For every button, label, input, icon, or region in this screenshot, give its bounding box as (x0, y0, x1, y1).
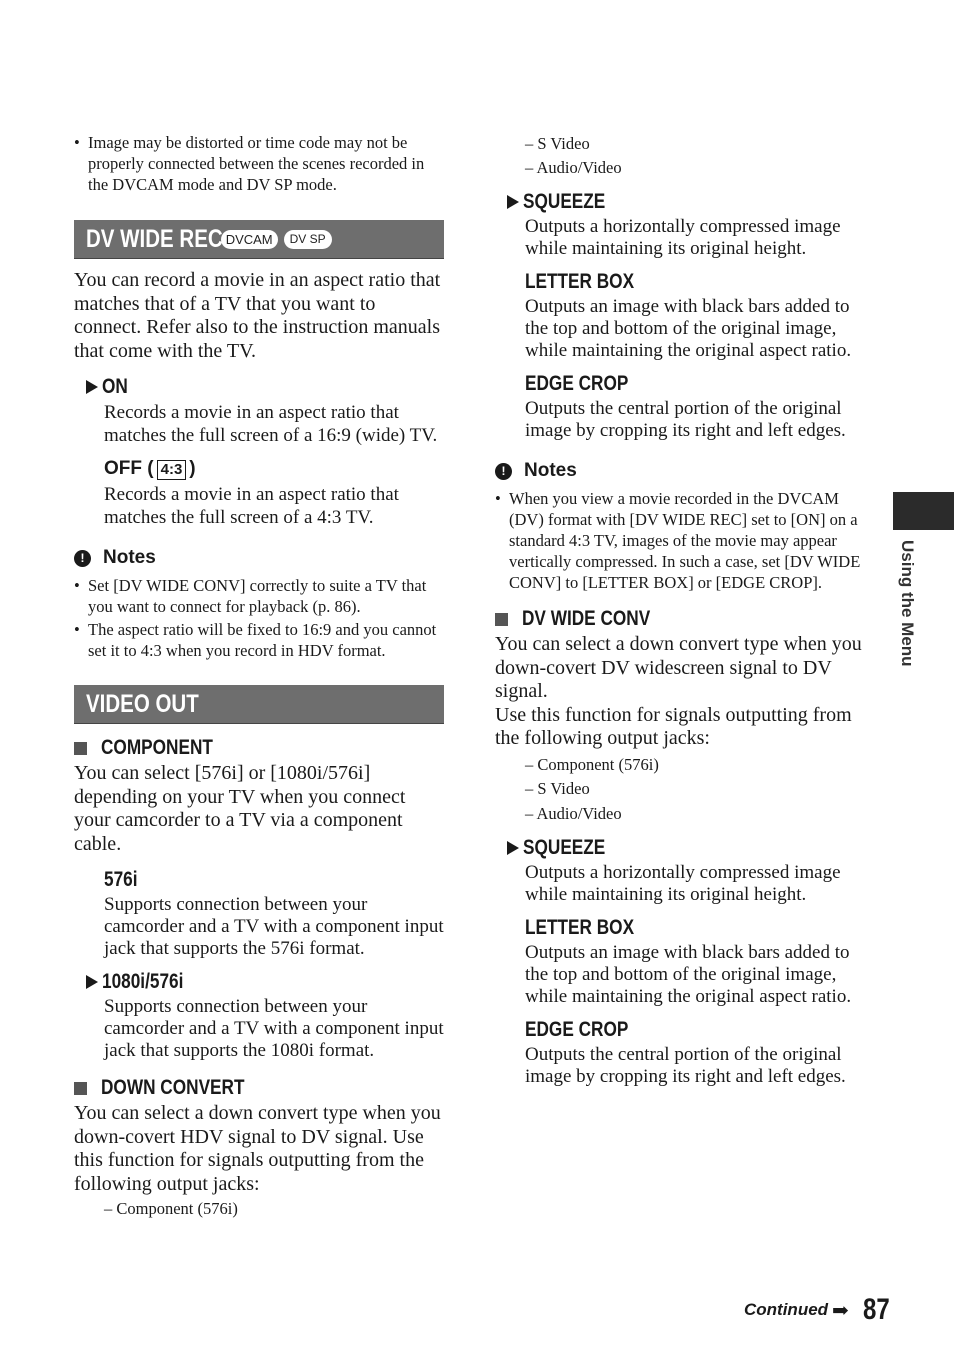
dv-wide-conv-heading: DV WIDE CONV (495, 605, 870, 633)
dv-wide-conv-description: You can select a down convert type when you down-covert DV widescreen signal to DV signal. (495, 633, 862, 702)
default-marker-icon (507, 195, 519, 209)
option-on-text: Records a movie in an aspect ratio that matches the full screen of a 16:9 (wide) TV. (104, 402, 438, 446)
dv-wide-rec-notes (74, 545, 444, 661)
default-marker-icon (507, 841, 519, 855)
dvcam-badge: DVCAM (221, 230, 278, 249)
jack-item: – S Video (525, 134, 590, 153)
ratio-4-3-icon: 4:3 (157, 460, 187, 480)
notes-list (74, 575, 444, 661)
section-square-icon (74, 742, 87, 755)
down-convert-option-edge-crop: EDGE CROP Outputs the central portion of the original image by cropping its right and left edges. (525, 372, 846, 441)
notes-heading: ! Notes (74, 545, 444, 571)
dv-sp-badge: DV SP (284, 230, 332, 249)
video-out-banner (74, 685, 444, 724)
jack-item: – Component (576i) (104, 1199, 238, 1218)
dv-wide-rec-option-off (74, 455, 444, 529)
dv-wide-rec-title: DV WIDE REC (86, 224, 223, 253)
jack-item: – Audio/Video (525, 803, 622, 823)
component-description: You can select [576i] or [1080i/576i] depending on your TV when you connect your camcorder to a TV via a component cable. (74, 762, 406, 855)
option-on-heading: ON (86, 373, 444, 401)
down-convert-option-squeeze: SQUEEZE Outputs a horizontally compressed image while maintaining its original height. (495, 188, 870, 260)
dv-wide-rec-banner (74, 220, 444, 259)
dv-wide-conv-section (495, 605, 870, 1088)
component-option-576i: 576i Supports connection between your camcorder and a TV with a component input jack that supports the 576i format. (104, 868, 444, 959)
component-option-1080i: 1080i/576i Supports connection between your camcorder and a TV with a component input jack that supports the 1080i format. (74, 968, 444, 1062)
component-heading: COMPONENT (74, 734, 444, 762)
dv-wide-rec-option-on (74, 373, 444, 447)
down-convert-heading: DOWN CONVERT (74, 1074, 444, 1102)
default-marker-icon (86, 380, 98, 394)
notes-heading: ! Notes (495, 458, 870, 484)
down-convert-option-letter-box: LETTER BOX Outputs an image with black bars added to the top and bottom of the original image, while maintaining the original aspect ratio. (525, 270, 852, 361)
down-convert-section (74, 1074, 444, 1219)
video-out-title: VIDEO OUT (86, 689, 199, 718)
left-column (74, 132, 444, 1219)
dv-wide-conv-description-2: Use this function for signals outputting from the following output jacks: (495, 703, 852, 749)
jack-item: – Audio/Video (525, 158, 622, 177)
default-marker-icon (86, 975, 98, 989)
note-item: • The aspect ratio will be fixed to 16:9 and you cannot set it to 4:3 when you record in HDV format. (74, 620, 437, 660)
jack-item: – Component (576i) (525, 754, 659, 774)
section-square-icon (495, 613, 508, 626)
right-column (495, 132, 870, 1088)
note-item: • Set [DV WIDE CONV] correctly to suite a TV that you want to connect for playback (p. 86). (74, 576, 427, 616)
right-notes (495, 458, 870, 593)
continued-label: Continued (744, 1300, 829, 1319)
arrow-right-icon: ➡ (832, 1299, 849, 1322)
down-convert-description: You can select a down convert type when you down-covert HDV signal to DV signal. Use this function for signals outputting from the following output jacks: (74, 1102, 441, 1195)
notes-list (495, 488, 870, 593)
dv-wide-conv-option-squeeze: SQUEEZE Outputs a horizontally compressed image while maintaining its original height. (495, 834, 870, 906)
sidebar-tab (893, 492, 954, 530)
sidebar-label: Using the Menu (898, 540, 917, 667)
intro-bullet: • Image may be distorted or time code may not be properly connected between the scenes recorded in the DVCAM mode and DV SP mode. (74, 133, 425, 194)
option-off-heading: OFF ( 4:3 ) (104, 458, 196, 479)
notes-icon: ! (74, 550, 91, 567)
dv-wide-rec-description: You can record a movie in an aspect ratio that matches that of a TV that you want to connect. Refer also to the instruction manuals that come with the TV. (74, 269, 441, 362)
intro-bullet-list (74, 132, 444, 195)
dv-wide-conv-option-edge-crop: EDGE CROP Outputs the central portion of the original image by cropping its right and left edges. (525, 1018, 846, 1087)
footer (744, 1290, 914, 1330)
section-square-icon (74, 1082, 87, 1095)
note-item: • When you view a movie recorded in the DVCAM (DV) format with [DV WIDE REC] set to [ON] on a standard 4:3 TV, images of the movie may appear vertically compressed. In such a case, set [DV WIDE CONV] to [LETTER BOX] or [EDGE CROP]. (495, 489, 861, 592)
option-off-text: Records a movie in an aspect ratio that matches the full screen of a 4:3 TV. (104, 484, 399, 528)
page-number: 87 (862, 1293, 890, 1326)
jack-item: – S Video (525, 779, 590, 798)
component-section (74, 734, 444, 1062)
notes-icon: ! (495, 463, 512, 480)
dv-wide-conv-option-letter-box: LETTER BOX Outputs an image with black bars added to the top and bottom of the original image, while maintaining the original aspect ratio. (525, 916, 852, 1007)
